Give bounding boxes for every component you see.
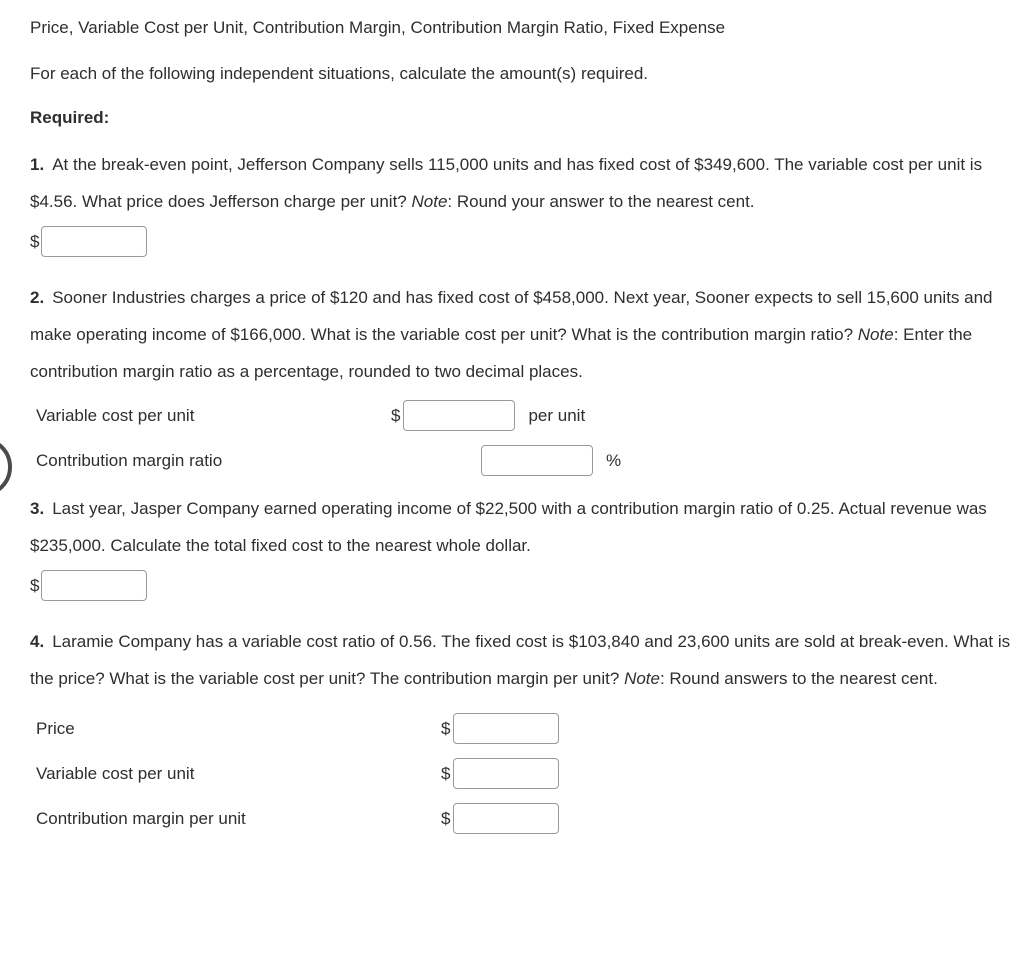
question-4-cm-per-unit-input[interactable] — [453, 803, 559, 834]
question-4-number: 4. — [30, 632, 45, 651]
question-1-body: At the break-even point, Jefferson Company sells 115,000 units and has fixed cost of $349,600. The variable cost per unit is $4.56. What price does Jefferson charge per unit? — [30, 155, 983, 211]
question-2-body: Sooner Industries charges a price of $120 and has fixed cost of $458,000. Next year, Sooner expects to sell 15,600 units and make operating income of $166,000. What is the variable cost per unit? What is the contribution margin ratio? — [30, 288, 993, 344]
question-3-answer-input[interactable] — [41, 570, 147, 601]
question-2-text — [30, 279, 1020, 390]
dollar-sign: $ — [441, 808, 451, 828]
row-label: Contribution margin ratio — [36, 450, 223, 470]
row-label: Price — [36, 718, 75, 738]
question-4-text — [30, 623, 1020, 697]
question-1-answer-line — [30, 226, 1020, 257]
question-2-cm-ratio-input[interactable] — [481, 445, 593, 476]
question-3-body: Last year, Jasper Company earned operating income of $22,500 with a contribution margin ratio of 0.25. Actual revenue was $235,000. Calculate the total fixed cost to the nearest whole dollar. — [30, 499, 987, 555]
dollar-sign: $ — [391, 405, 401, 425]
answer-row-variable-cost — [30, 400, 1020, 431]
answer-row-cm-per-unit — [30, 803, 1020, 834]
dollar-sign: $ — [30, 575, 40, 595]
question-4-note-label: Note — [624, 669, 660, 688]
question-1-answer-input[interactable] — [41, 226, 147, 257]
question-2-number: 2. — [30, 288, 45, 307]
intro-text: For each of the following independent situations, calculate the amount(s) required. — [30, 64, 649, 83]
question-2-variable-cost-input[interactable] — [403, 400, 515, 431]
question-4-note-text: : Round answers to the nearest cent. — [659, 669, 938, 688]
row-suffix: per unit — [528, 405, 586, 425]
question-3-number: 3. — [30, 499, 45, 518]
question-1-note-label: Note — [411, 192, 448, 211]
row-label: Variable cost per unit — [36, 405, 195, 425]
answer-row-cm-ratio — [30, 445, 1020, 476]
question-4-price-input[interactable] — [453, 713, 559, 744]
question-2-answers — [30, 400, 1020, 476]
question-3-text — [30, 490, 1020, 564]
row-label: Variable cost per unit — [36, 763, 195, 783]
question-1-number: 1. — [30, 155, 45, 174]
question-1-note-text: : Round your answer to the nearest cent. — [447, 192, 755, 211]
question-2-note-text: : Enter the contribution margin ratio as a percentage, rounded to two decimal places. — [30, 325, 973, 381]
dollar-sign: $ — [441, 763, 451, 783]
dollar-sign: $ — [441, 718, 451, 738]
page-title: Price, Variable Cost per Unit, Contribution Margin, Contribution Margin Ratio, Fixed Expense — [30, 18, 726, 37]
question-4-body: Laramie Company has a variable cost ratio of 0.56. The fixed cost is $103,840 and 23,600 units are sold at break-even. What is the price? What is the variable cost per unit? The contribution margin per unit? — [30, 632, 1011, 688]
answer-row-variable-cost — [30, 758, 1020, 789]
row-label: Contribution margin per unit — [36, 808, 246, 828]
question-2-note-label: Note — [857, 325, 894, 344]
required-heading: Required: — [30, 108, 110, 127]
question-1-text — [30, 146, 1020, 220]
left-edge-arc-icon — [0, 437, 12, 497]
answer-row-price — [30, 713, 1020, 744]
question-4-variable-cost-input[interactable] — [453, 758, 559, 789]
question-4-answers — [30, 713, 1020, 834]
question-3-answer-line — [30, 570, 1020, 601]
percent-sign: % — [606, 450, 622, 470]
dollar-sign: $ — [30, 231, 40, 251]
